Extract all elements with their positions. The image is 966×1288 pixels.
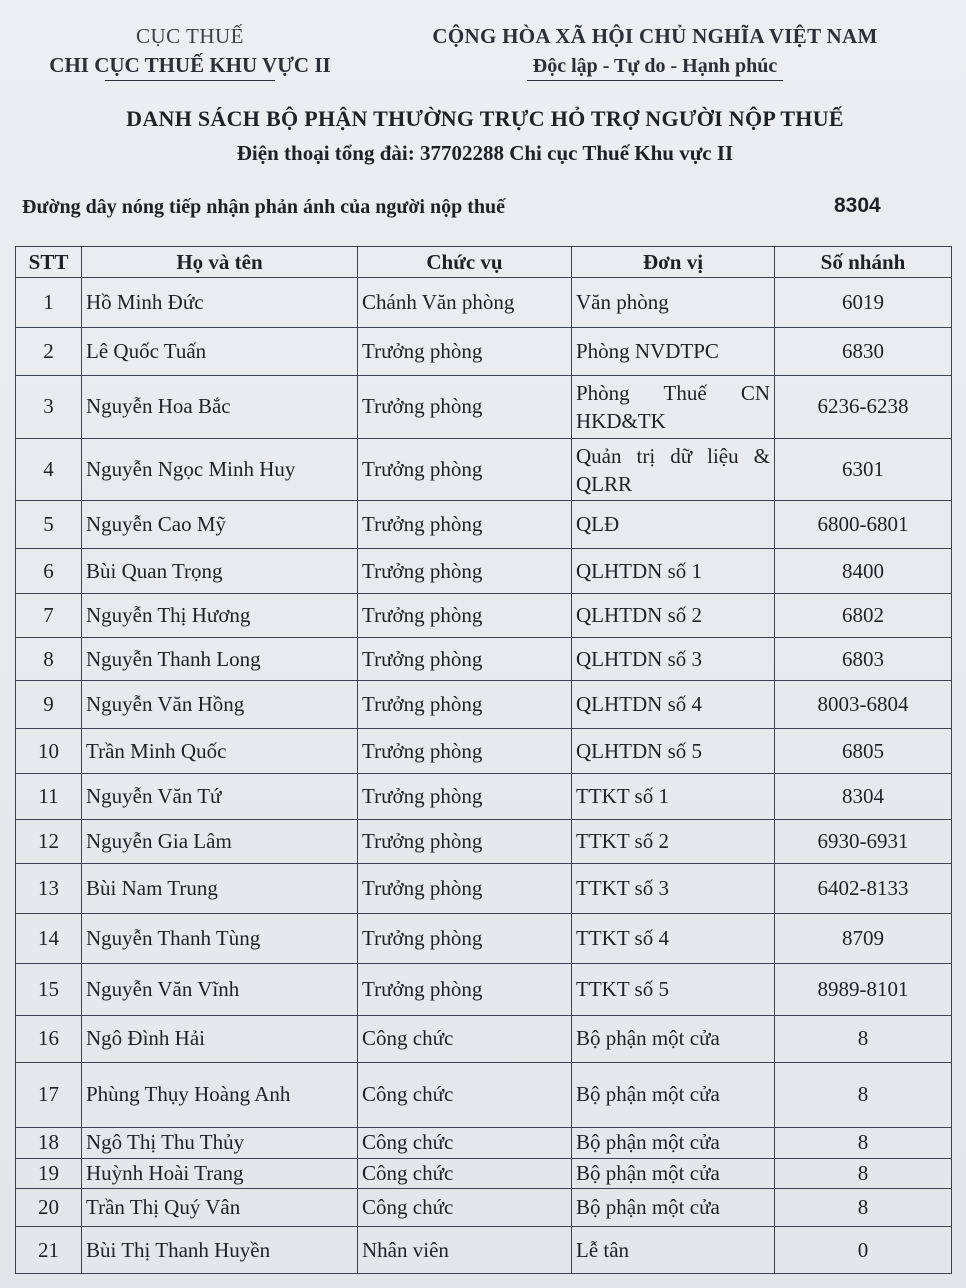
cell-name: Lê Quốc Tuấn	[82, 327, 358, 376]
table-row	[16, 728, 952, 774]
cell-position: Trưởng phòng	[358, 548, 572, 594]
document-title: DANH SÁCH BỘ PHẬN THƯỜNG TRỰC HỎ TRỢ NGƯỜI NỘP THUẾ	[126, 106, 844, 131]
table-row	[16, 1188, 952, 1226]
table-header-row	[16, 247, 952, 278]
cell-name: Nguyễn Ngọc Minh Huy	[82, 438, 358, 501]
cell-ext: 6805	[775, 728, 952, 774]
table-row	[16, 278, 952, 328]
table-row	[16, 913, 952, 963]
cell-position: Trưởng phòng	[358, 819, 572, 863]
cell-ext: 6803	[775, 637, 952, 680]
cell-unit: QLHTDN số 3	[572, 637, 775, 680]
cell-stt: 13	[16, 864, 82, 914]
table-row	[16, 637, 952, 680]
cell-ext: 8	[775, 1128, 952, 1158]
cell-position: Trưởng phòng	[358, 501, 572, 549]
cell-position: Trưởng phòng	[358, 728, 572, 774]
cell-name: Huỳnh Hoài Trang	[82, 1158, 358, 1188]
cell-ext: 6830	[775, 327, 952, 376]
cell-stt: 3	[16, 376, 82, 439]
cell-stt: 5	[16, 501, 82, 549]
cell-stt: 12	[16, 819, 82, 863]
staff-table	[15, 246, 952, 1274]
cell-name: Nguyễn Gia Lâm	[82, 819, 358, 863]
cell-ext: 0	[775, 1227, 952, 1274]
cell-position: Trưởng phòng	[358, 376, 572, 439]
cell-ext: 6802	[775, 594, 952, 637]
cell-name: Nguyễn Thanh Long	[82, 637, 358, 680]
cell-unit: TTKT số 3	[572, 864, 775, 914]
cell-position: Chánh Văn phòng	[358, 278, 572, 328]
cell-unit: Bộ phận một cửa	[572, 1128, 775, 1158]
cell-ext: 6800-6801	[775, 501, 952, 549]
cell-stt: 16	[16, 1016, 82, 1063]
cell-unit: Bộ phận một cửa	[572, 1188, 775, 1226]
table-row	[16, 864, 952, 914]
cell-unit: QLHTDN số 4	[572, 681, 775, 729]
cell-unit: Bộ phận một cửa	[572, 1016, 775, 1063]
cell-ext: 6301	[775, 438, 952, 501]
cell-ext: 6402-8133	[775, 864, 952, 914]
cell-stt: 4	[16, 438, 82, 501]
cell-ext: 6019	[775, 278, 952, 328]
cell-name: Trần Minh Quốc	[82, 728, 358, 774]
agency-name: CỤC THUẾ	[135, 24, 245, 48]
cell-name: Bùi Quan Trọng	[82, 548, 358, 594]
cell-ext: 8	[775, 1016, 952, 1063]
cell-name: Ngô Thị Thu Thủy	[82, 1128, 358, 1158]
cell-ext: 6930-6931	[775, 819, 952, 863]
agency-header	[20, 24, 360, 81]
republic-name: CỘNG HÒA XÃ HỘI CHỦ NGHĨA VIỆT NAM	[432, 24, 878, 48]
table-row	[16, 438, 952, 501]
cell-position: Công chức	[358, 1016, 572, 1063]
national-header	[410, 24, 900, 81]
cell-stt: 20	[16, 1188, 82, 1226]
cell-name: Bùi Nam Trung	[82, 864, 358, 914]
cell-unit: TTKT số 2	[572, 819, 775, 863]
cell-position: Trưởng phòng	[358, 327, 572, 376]
table-row	[16, 376, 952, 439]
cell-position: Trưởng phòng	[358, 438, 572, 501]
cell-stt: 17	[16, 1062, 82, 1128]
cell-stt: 18	[16, 1128, 82, 1158]
cell-name: Bùi Thị Thanh Huyền	[82, 1227, 358, 1274]
table-row	[16, 681, 952, 729]
cell-unit: TTKT số 5	[572, 963, 775, 1016]
document-subtitle: Điện thoại tổng đài: 37702288 Chi cục Thuế Khu vực II	[236, 141, 734, 165]
cell-stt: 11	[16, 774, 82, 820]
cell-name: Hồ Minh Đức	[82, 278, 358, 328]
cell-ext: 8709	[775, 913, 952, 963]
cell-position: Trưởng phòng	[358, 681, 572, 729]
cell-ext: 8	[775, 1188, 952, 1226]
cell-position: Công chức	[358, 1188, 572, 1226]
cell-position: Nhân viên	[358, 1227, 572, 1274]
cell-unit: QLHTDN số 1	[572, 548, 775, 594]
cell-name: Nguyễn Cao Mỹ	[82, 501, 358, 549]
cell-position: Trưởng phòng	[358, 963, 572, 1016]
table-body	[16, 278, 952, 1274]
cell-ext: 8	[775, 1158, 952, 1188]
cell-ext: 8	[775, 1062, 952, 1128]
cell-unit: TTKT số 1	[572, 774, 775, 820]
table-row	[16, 594, 952, 637]
table-row	[16, 1227, 952, 1274]
cell-unit: Phòng NVDTPC	[572, 327, 775, 376]
cell-unit: Phòng Thuế CN HKD&TK	[572, 376, 775, 439]
table-row	[16, 1062, 952, 1128]
cell-unit: Bộ phận một cửa	[572, 1062, 775, 1128]
table-row	[16, 819, 952, 863]
cell-unit: Lễ tân	[572, 1227, 775, 1274]
cell-stt: 8	[16, 637, 82, 680]
cell-position: Trưởng phòng	[358, 864, 572, 914]
cell-stt: 9	[16, 681, 82, 729]
agency-underline	[105, 80, 275, 81]
cell-ext: 8304	[775, 774, 952, 820]
hotline-label: Đường dây nóng tiếp nhận phản ánh của người nộp thuế	[22, 196, 505, 218]
cell-name: Nguyễn Văn Tứ	[82, 774, 358, 820]
cell-stt: 21	[16, 1227, 82, 1274]
national-motto: Độc lập - Tự do - Hạnh phúc	[527, 55, 783, 81]
cell-position: Trưởng phòng	[358, 913, 572, 963]
cell-stt: 2	[16, 327, 82, 376]
cell-unit: Văn phòng	[572, 278, 775, 328]
cell-position: Trưởng phòng	[358, 637, 572, 680]
cell-stt: 7	[16, 594, 82, 637]
table-row	[16, 548, 952, 594]
cell-unit: QLHTDN số 5	[572, 728, 775, 774]
cell-stt: 10	[16, 728, 82, 774]
cell-unit: Quản trị dữ liệu & QLRR	[572, 438, 775, 501]
cell-name: Trần Thị Quý Vân	[82, 1188, 358, 1226]
cell-stt: 1	[16, 278, 82, 328]
cell-name: Phùng Thụy Hoàng Anh	[82, 1062, 358, 1128]
cell-name: Nguyễn Thị Hương	[82, 594, 358, 637]
cell-name: Nguyễn Văn Vĩnh	[82, 963, 358, 1016]
hotline-line	[22, 196, 902, 224]
table-row	[16, 1016, 952, 1063]
cell-position: Công chức	[358, 1128, 572, 1158]
column-header-position: Chức vụ	[358, 247, 572, 278]
sub-agency-name: CHI CỤC THUẾ KHU VỰC II	[49, 53, 331, 77]
cell-position: Trưởng phòng	[358, 774, 572, 820]
cell-stt: 19	[16, 1158, 82, 1188]
column-header-name: Họ và tên	[82, 247, 358, 278]
cell-name: Nguyễn Thanh Tùng	[82, 913, 358, 963]
column-header-stt: STT	[16, 247, 82, 278]
cell-ext: 6236-6238	[775, 376, 952, 439]
column-header-ext: Số nhánh	[775, 247, 952, 278]
cell-position: Công chức	[358, 1158, 572, 1188]
cell-position: Trưởng phòng	[358, 594, 572, 637]
cell-name: Nguyễn Văn Hồng	[82, 681, 358, 729]
cell-unit: TTKT số 4	[572, 913, 775, 963]
cell-ext: 8989-8101	[775, 963, 952, 1016]
cell-stt: 14	[16, 913, 82, 963]
cell-unit: QLHTDN số 2	[572, 594, 775, 637]
table-row	[16, 1128, 952, 1158]
cell-position: Công chức	[358, 1062, 572, 1128]
table-row	[16, 1158, 952, 1188]
cell-unit: Bộ phận một cửa	[572, 1158, 775, 1188]
table-row	[16, 774, 952, 820]
cell-name: Ngô Đình Hải	[82, 1016, 358, 1063]
table-row	[16, 501, 952, 549]
cell-name: Nguyễn Hoa Bắc	[82, 376, 358, 439]
cell-ext: 8400	[775, 548, 952, 594]
column-header-unit: Đơn vị	[572, 247, 775, 278]
cell-unit: QLĐ	[572, 501, 775, 549]
table-row	[16, 963, 952, 1016]
table-row	[16, 327, 952, 376]
cell-ext: 8003-6804	[775, 681, 952, 729]
cell-stt: 6	[16, 548, 82, 594]
cell-stt: 15	[16, 963, 82, 1016]
hotline-number: 8304	[834, 194, 881, 217]
